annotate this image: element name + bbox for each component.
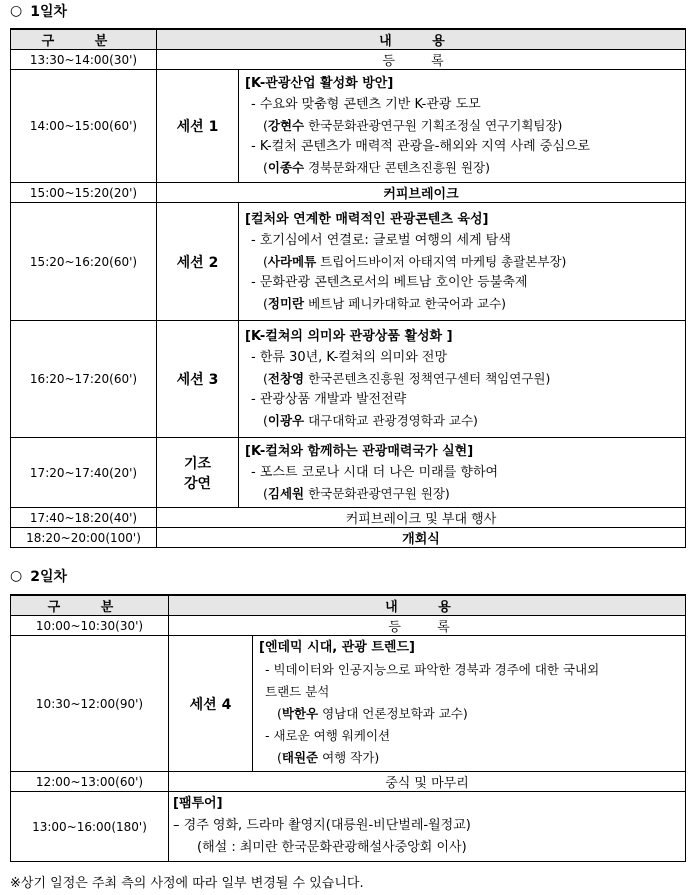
session-label: 세션 4: [169, 636, 253, 772]
session-label: 세션 2: [157, 203, 239, 321]
content-cell: 등 록: [157, 50, 686, 70]
time-cell: 12:00~13:00(60'): [11, 772, 169, 792]
day2-schedule-table: [10, 594, 686, 862]
speaker-line: (강현수 한국문화관광연구원 기획조정실 연구기획팀장): [263, 118, 563, 133]
session-title: [K-컬쳐와 함께하는 관광매력국가 실현]: [245, 443, 474, 459]
col-header-time: 구 분: [11, 29, 157, 50]
col-header-content: 내 용: [169, 595, 686, 616]
topic-line: - 호기심에서 연결로: 글로벌 여행의 세계 탐색: [251, 232, 511, 248]
topic-line-cont: 트랜드 분석: [265, 684, 330, 699]
time-cell: 15:00~15:20(20'): [11, 183, 157, 203]
topic-line: – 경주 영화, 드라마 촬영지(대릉원-비단벌레-월정교): [173, 818, 471, 833]
time-cell: 17:40~18:20(40'): [11, 508, 157, 528]
content-cell: 중식 및 마무리: [169, 772, 686, 792]
session-title: [K-컬쳐의 의미와 관광상품 활성화 ]: [245, 329, 453, 344]
content-cell: 개회식: [157, 528, 686, 548]
session-title: [K-관광산업 활성화 방안]: [245, 76, 394, 91]
time-cell: 15:20~16:20(60'): [11, 203, 157, 321]
time-cell: 13:00~16:00(180'): [11, 792, 169, 862]
col-header-content: 내 용: [157, 29, 686, 50]
bullet-circle-icon: ○: [10, 3, 23, 19]
time-cell: 17:20~17:40(20'): [11, 438, 157, 508]
speaker-line: (사라메튜 트립어드바이저 아태지역 마케팅 총괄본부장): [263, 253, 567, 269]
session-title: [팸투어]: [173, 796, 223, 811]
speaker-name: 이광우: [267, 413, 305, 428]
speaker-line: (이광우 대구대학교 관광경영학과 교수): [263, 413, 478, 428]
speaker-line: (김세원 한국문화관광연구원 원장): [263, 485, 450, 501]
footnote: ※상기 일정은 주최 측의 사정에 따라 일부 변경될 수 있습니다.: [10, 876, 364, 891]
content-cell: 커피브레이크: [157, 183, 686, 203]
speaker-name: 이종수: [267, 160, 305, 175]
session-title: [엔데믹 시대, 관광 트렌드]: [259, 640, 415, 655]
session-content: [239, 203, 686, 321]
day1-title: 1일차: [30, 4, 68, 20]
day2-heading: [10, 565, 67, 587]
guide-note: (해설 : 최미란 한국문화관광해설사중앙회 이사): [197, 840, 467, 855]
session-content: [239, 438, 686, 508]
session-content: [253, 636, 686, 772]
session-title: [컬처와 연계한 매력적인 관광콘텐츠 육성]: [245, 211, 489, 227]
topic-line: - 한류 30년, K-컬쳐의 의미와 전망: [251, 350, 448, 365]
topic-line: - 문화관광 콘텐츠로서의 베트남 호이안 등불축제: [251, 274, 528, 290]
content-cell: 커피브레이크 및 부대 행사: [157, 508, 686, 528]
topic-line: - 새로운 여행 워케이션: [265, 728, 391, 743]
topic-line: - K-컬처 콘텐츠가 매력적 관광을-해외와 지역 사례 중심으로: [251, 139, 590, 154]
speaker-name: 태원준: [281, 750, 319, 765]
time-cell: 18:20~20:00(100'): [11, 528, 157, 548]
speaker-name: 전창영: [267, 371, 305, 386]
session-content: [239, 321, 686, 438]
day1-heading: [10, 0, 67, 22]
time-cell: 13:30~14:00(30'): [11, 50, 157, 70]
session-label-line1: 기조: [183, 455, 212, 472]
time-cell: 10:00~10:30(30'): [11, 616, 169, 636]
speaker-name: 사라메튜: [267, 253, 317, 269]
time-cell: 16:20~17:20(60'): [11, 321, 157, 438]
time-cell: 10:30~12:00(90'): [11, 636, 169, 772]
topic-line: - 수요와 맞춤형 콘텐츠 기반 K-관광 도모: [251, 97, 481, 112]
session-content: [239, 70, 686, 183]
speaker-line: (태원준 여행 작가): [277, 750, 380, 765]
col-header-time: 구 분: [11, 595, 169, 616]
topic-line: - 관광상품 개발과 발전전략: [251, 392, 407, 407]
topic-line: - 빅데이터와 인공지능으로 파악한 경북과 경주에 대한 국내외: [265, 662, 600, 677]
topic-line: - 포스트 코로나 시대 더 나은 미래를 향하여: [251, 464, 499, 480]
session-label: 세션 1: [157, 70, 239, 183]
speaker-line: (박한우 영남대 언론정보학과 교수): [277, 706, 468, 721]
session-label: [157, 438, 239, 508]
day2-title: 2일차: [30, 569, 68, 585]
speaker-name: 정미란: [267, 295, 305, 311]
speaker-name: 김세원: [267, 485, 305, 501]
session-label-line2: 강연: [183, 475, 212, 492]
day1-schedule-table: [10, 28, 686, 548]
speaker-line: (전창영 한국콘텐츠진흥원 정책연구센터 책임연구원): [263, 371, 551, 386]
fam-tour-content: [169, 792, 686, 862]
session-label: 세션 3: [157, 321, 239, 438]
speaker-line: (정미란 베트남 페니카대학교 한국어과 교수): [263, 295, 507, 311]
bullet-circle-icon: ○: [10, 568, 23, 584]
speaker-name: 강현수: [267, 118, 305, 133]
content-cell: 등 록: [169, 616, 686, 636]
speaker-name: 박한우: [281, 706, 319, 721]
speaker-line: (이종수 경북문화재단 콘텐츠진흥원 원장): [263, 160, 490, 175]
time-cell: 14:00~15:00(60'): [11, 70, 157, 183]
